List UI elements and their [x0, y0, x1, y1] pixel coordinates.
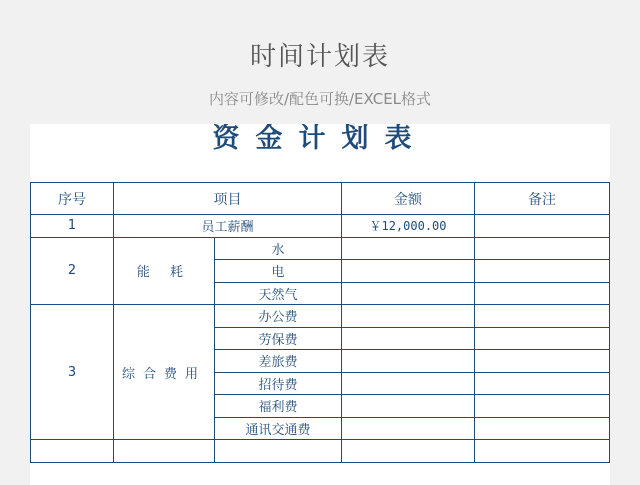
row-amount [342, 440, 475, 463]
row-remark [475, 237, 610, 260]
table-row [31, 305, 610, 328]
row-subitem: 招待费 [215, 372, 342, 395]
row-subitem: 天然气 [215, 282, 342, 305]
row-no: 3 [31, 305, 114, 440]
row-subitem: 电 [215, 260, 342, 283]
row-subitem: 差旅费 [215, 350, 342, 373]
row-remark [475, 305, 610, 328]
column-header-item: 项目 [114, 183, 342, 215]
row-remark [475, 215, 610, 238]
row-amount [342, 282, 475, 305]
row-subitem: 福利费 [215, 395, 342, 418]
row-no: 1 [31, 215, 114, 238]
table-row [31, 440, 610, 463]
row-amount [342, 260, 475, 283]
row-amount [342, 305, 475, 328]
row-amount [342, 327, 475, 350]
row-remark [475, 260, 610, 283]
row-remark [475, 350, 610, 373]
spreadsheet-preview [30, 124, 610, 485]
row-no: 2 [31, 237, 114, 305]
column-header-no: 序号 [31, 183, 114, 215]
table-header-row [31, 183, 610, 215]
row-remark [475, 282, 610, 305]
page-subtitle: 内容可修改/配色可换/EXCEL格式 [208, 90, 432, 108]
row-amount [342, 417, 475, 440]
row-no [31, 440, 114, 463]
row-category: 能 耗 [114, 237, 215, 305]
column-header-amount: 金额 [342, 183, 475, 215]
row-amount [342, 395, 475, 418]
page-title: 时间计划表 [249, 42, 390, 72]
row-subitem: 通讯交通费 [215, 417, 342, 440]
budget-table [30, 182, 610, 463]
sheet-title: 资金计划表 [212, 124, 428, 154]
row-subitem: 水 [215, 237, 342, 260]
row-subitem: 劳保费 [215, 327, 342, 350]
row-amount [342, 237, 475, 260]
row-category [114, 440, 215, 463]
table-row [31, 215, 610, 238]
column-header-remark: 备注 [475, 183, 610, 215]
row-subitem: 办公费 [215, 305, 342, 328]
row-item: 员工薪酬 [114, 215, 342, 238]
row-amount [342, 350, 475, 373]
row-category: 综合费用 [114, 305, 215, 440]
row-remark [475, 372, 610, 395]
row-remark [475, 327, 610, 350]
row-remark [475, 440, 610, 463]
row-remark [475, 395, 610, 418]
row-remark [475, 417, 610, 440]
row-amount: ￥12,000.00 [342, 215, 475, 238]
table-row [31, 237, 610, 260]
row-subitem [215, 440, 342, 463]
row-amount [342, 372, 475, 395]
